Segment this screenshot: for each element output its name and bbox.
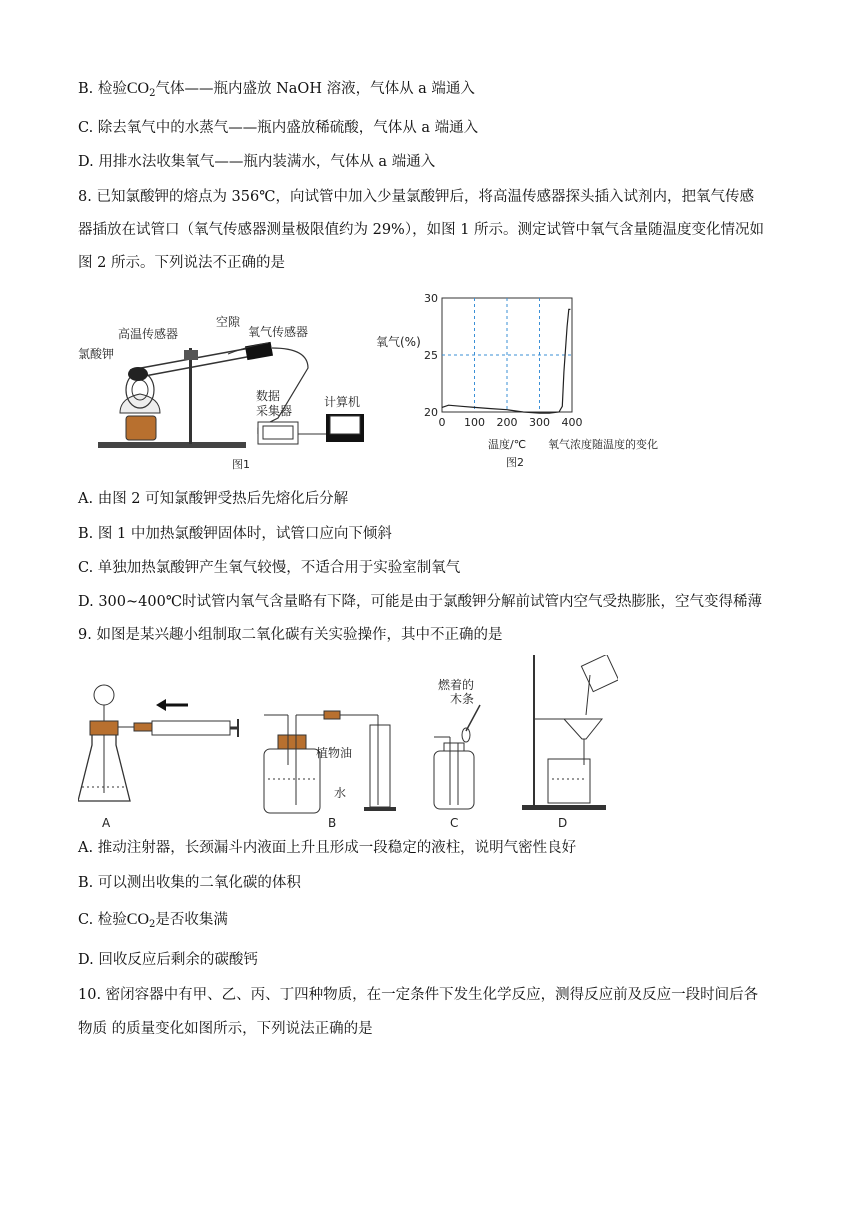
label-data-collector-1: 数据 bbox=[256, 389, 281, 403]
q10-stem-line-1: 10. 密闭容器中有甲、乙、丙、丁四种物质，在一定条件下发生化学反应，测得反应前及反应一段时间后各 bbox=[78, 987, 759, 1003]
chart-x-tick-label: 100 bbox=[464, 416, 485, 429]
beaker-icon bbox=[548, 759, 590, 803]
q9-option-c: C. 检验$CO_2$是否收集满 bbox=[78, 911, 228, 930]
q7-option-b: B. 检验$CO_2$气体——瓶内盛放 NaOH 溶液，气体从 a 端通入 bbox=[78, 80, 475, 99]
label-water: 水 bbox=[334, 786, 347, 800]
label-kclo3: 氯酸钾 bbox=[78, 347, 115, 361]
apparatus-d bbox=[522, 655, 618, 830]
label-gap: 空隙 bbox=[216, 315, 241, 329]
stand-rod bbox=[189, 348, 192, 444]
chart-x-tick-label: 0 bbox=[438, 416, 446, 429]
chart-title: 氧气浓度随温度的变化 bbox=[548, 438, 658, 451]
apparatus-b bbox=[264, 711, 396, 830]
q7-option-d: D. 用排水法收集氧气——瓶内装满水，气体从 a 端通入 bbox=[78, 154, 436, 170]
q8-option-b: B. 图 1 中加热氯酸钾固体时，试管口应向下倾斜 bbox=[78, 526, 392, 542]
figure-1-caption: 图1 bbox=[232, 458, 250, 471]
label-burning-stick-1: 燃着的 bbox=[438, 678, 475, 692]
q8-figure-1-apparatus bbox=[78, 308, 408, 480]
oxygen-series-line bbox=[442, 309, 570, 413]
label-computer: 计算机 bbox=[324, 395, 361, 409]
label-b: B bbox=[328, 816, 337, 830]
chart-y-label: 氧气(%) bbox=[376, 335, 421, 349]
chart-y-tick-label: 30 bbox=[424, 292, 438, 305]
q9-option-b: B. 可以测出收集的二氧化碳的体积 bbox=[78, 875, 301, 891]
chart-x-tick-label: 400 bbox=[561, 416, 583, 429]
kclo3-sample bbox=[128, 367, 148, 381]
label-high-temp-sensor: 高温传感器 bbox=[118, 327, 179, 341]
q8-option-a: A. 由图 2 可知氯酸钾受热后先熔化后分解 bbox=[78, 491, 349, 507]
chart-y-tick-label: 25 bbox=[424, 349, 438, 362]
q10-stem-line-2: 物质 的质量变化如图所示，下列说法正确的是 bbox=[78, 1021, 373, 1037]
chart-x-tick-label: 300 bbox=[529, 416, 550, 429]
chart-y-tick-label: 20 bbox=[424, 406, 438, 419]
q8-stem-line-3: 图 2 所示。下列说法不正确的是 bbox=[78, 255, 285, 271]
q9-figure-apparatus bbox=[78, 655, 618, 835]
chart-x-label: 温度/℃ bbox=[488, 438, 527, 451]
q8-stem-line-1: 8. 已知氯酸钾的熔点为 356℃，向试管中加入少量氯酸钾后，将高温传感器探头插入试剂内，把氧气传感 bbox=[78, 189, 754, 205]
label-vegetable-oil: 植物油 bbox=[316, 746, 353, 760]
stand-base bbox=[98, 442, 246, 448]
label-burning-stick-2: 木条 bbox=[450, 692, 475, 706]
q9-option-d: D. 回收反应后剩余的碳酸钙 bbox=[78, 952, 258, 968]
apparatus-c bbox=[434, 677, 480, 830]
label-data-collector-2: 采集器 bbox=[256, 404, 293, 418]
alcohol-lamp-icon bbox=[126, 416, 156, 440]
label-c: C bbox=[450, 816, 459, 830]
q7-option-c: C. 除去氧气中的水蒸气——瓶内盛放稀硫酸，气体从 a 端通入 bbox=[78, 120, 479, 136]
label-oxygen-sensor: 氧气传感器 bbox=[248, 325, 309, 339]
q8-stem-line-2: 器插放在试管口（氧气传感器测量极限值约为 29%），如图 1 所示。测定试管中氧气含量随温度变化情况如 bbox=[78, 222, 765, 238]
data-collector-icon bbox=[258, 422, 298, 444]
q9-stem: 9. 如图是某兴趣小组制取二氧化碳有关实验操作，其中不正确的是 bbox=[78, 627, 503, 643]
apparatus-a bbox=[78, 685, 238, 830]
q8-option-c: C. 单独加热氯酸钾产生氧气较慢，不适合用于实验室制氧气 bbox=[78, 560, 461, 576]
label-a: A bbox=[102, 816, 111, 830]
lamp-top bbox=[120, 394, 160, 413]
q8-option-d: D. 300~400℃时试管内氧气含量略有下降，可能是由于氯酸钾分解前试管内空气受热膨胀，空气变得稀薄 bbox=[78, 594, 763, 610]
chart-x-tick-label: 200 bbox=[496, 416, 518, 429]
figure-2-caption: 图2 bbox=[506, 456, 524, 469]
q9-option-a: A. 推动注射器，长颈漏斗内液面上升且形成一段稳定的液柱，说明气密性良好 bbox=[78, 840, 577, 856]
graduated-cylinder-icon bbox=[370, 725, 390, 807]
syringe-icon bbox=[152, 721, 230, 735]
label-d: D bbox=[558, 816, 568, 830]
q8-figure-2-chart bbox=[368, 290, 688, 470]
